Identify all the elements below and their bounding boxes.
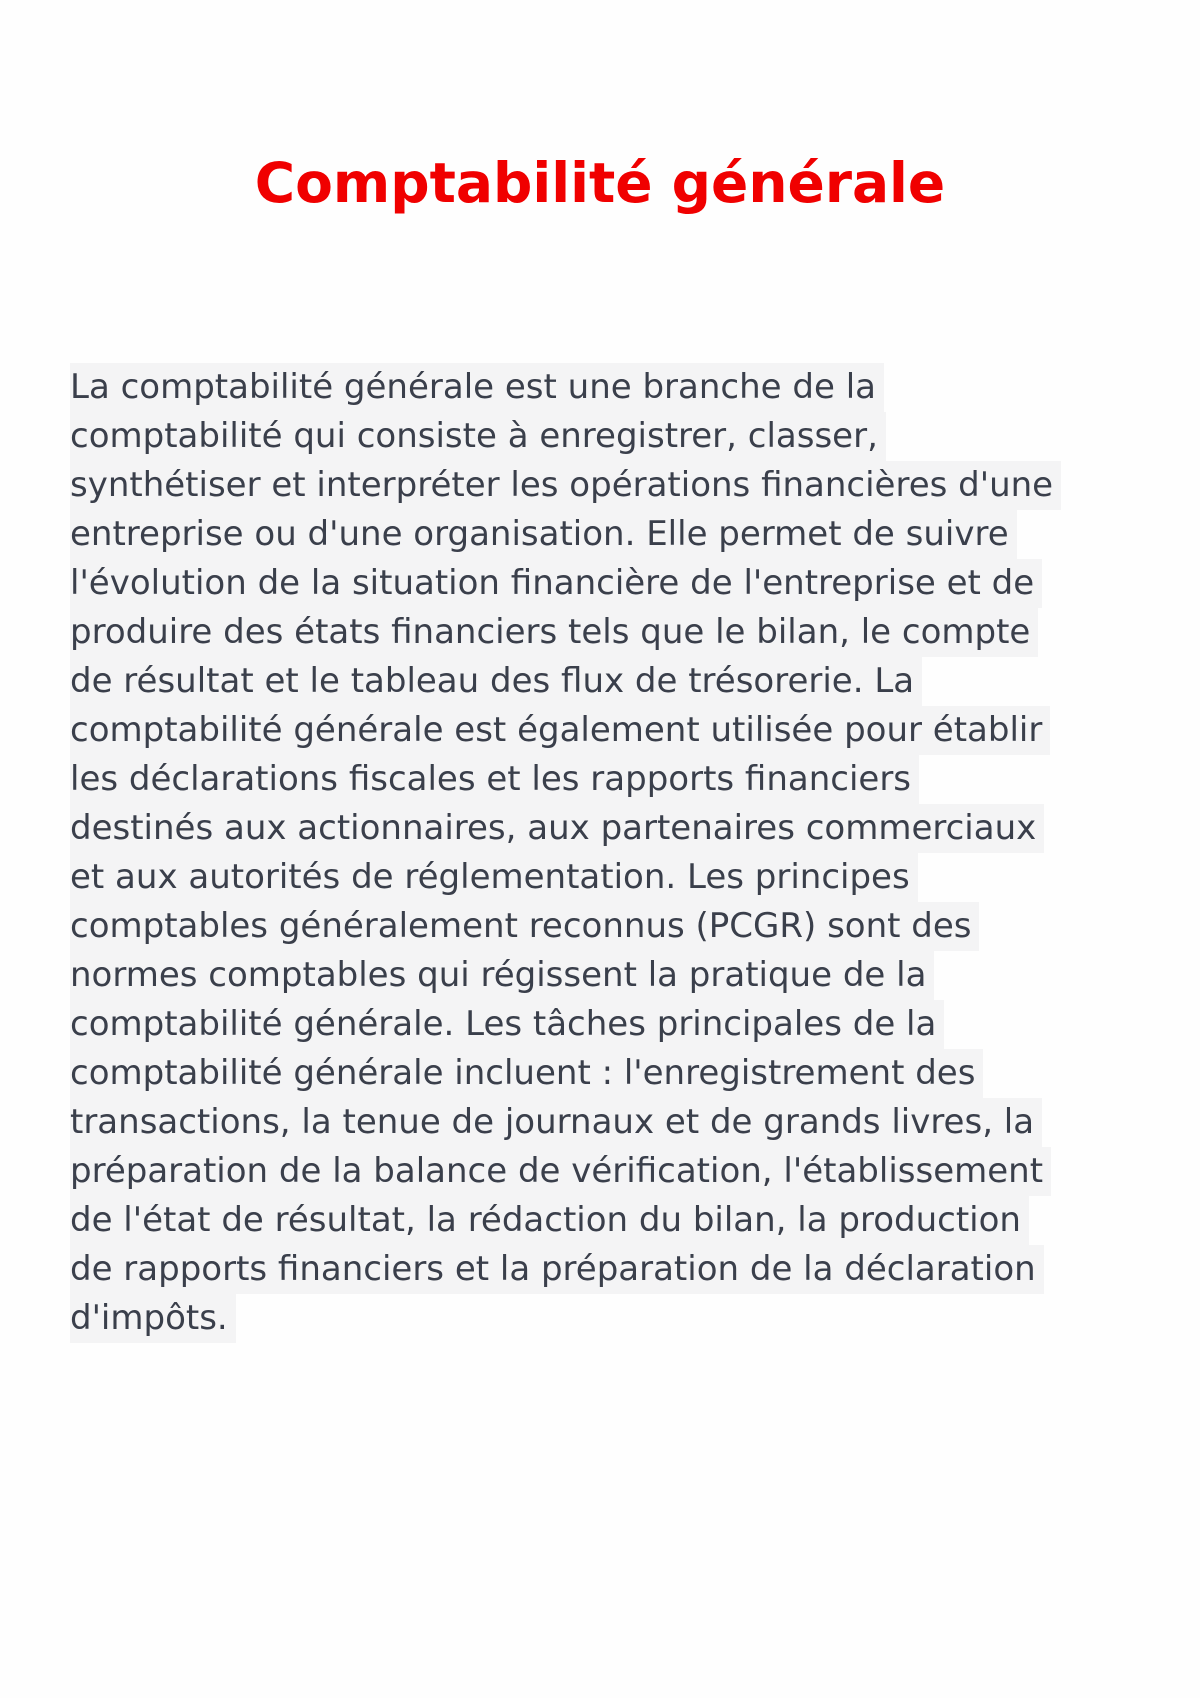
body-line: comptabilité qui consiste à enregistrer, classer, bbox=[70, 412, 886, 461]
body-line: de rapports financiers et la préparation de la déclaration bbox=[70, 1245, 1044, 1294]
body-line: normes comptables qui régissent la pratique de la bbox=[70, 951, 934, 1000]
body-line: entreprise ou d'une organisation. Elle permet de suivre bbox=[70, 510, 1017, 559]
body-line: d'impôts. bbox=[70, 1294, 236, 1343]
body-line: comptabilité générale est également utilisée pour établir bbox=[70, 706, 1050, 755]
body-line: comptables généralement reconnus (PCGR) sont des bbox=[70, 902, 979, 951]
body-line: produire des états financiers tels que le bilan, le compte bbox=[70, 608, 1038, 657]
body-line: de résultat et le tableau des flux de trésorerie. La bbox=[70, 657, 922, 706]
document-title: Comptabilité générale bbox=[254, 151, 946, 215]
body-line: de l'état de résultat, la rédaction du bilan, la production bbox=[70, 1196, 1029, 1245]
body-line: La comptabilité générale est une branche de la bbox=[70, 363, 884, 412]
body-line: comptabilité générale incluent : l'enregistrement des bbox=[70, 1049, 983, 1098]
body-line: comptabilité générale. Les tâches principales de la bbox=[70, 1000, 944, 1049]
body-line: synthétiser et interpréter les opérations financières d'une bbox=[70, 461, 1061, 510]
document-body bbox=[70, 363, 1140, 1343]
body-line: transactions, la tenue de journaux et de grands livres, la bbox=[70, 1098, 1042, 1147]
body-line: les déclarations fiscales et les rapports financiers bbox=[70, 755, 919, 804]
body-line: et aux autorités de réglementation. Les principes bbox=[70, 853, 918, 902]
body-line: l'évolution de la situation financière de l'entreprise et de bbox=[70, 559, 1042, 608]
body-line: destinés aux actionnaires, aux partenaires commerciaux bbox=[70, 804, 1044, 853]
body-line: préparation de la balance de vérification, l'établissement bbox=[70, 1147, 1051, 1196]
